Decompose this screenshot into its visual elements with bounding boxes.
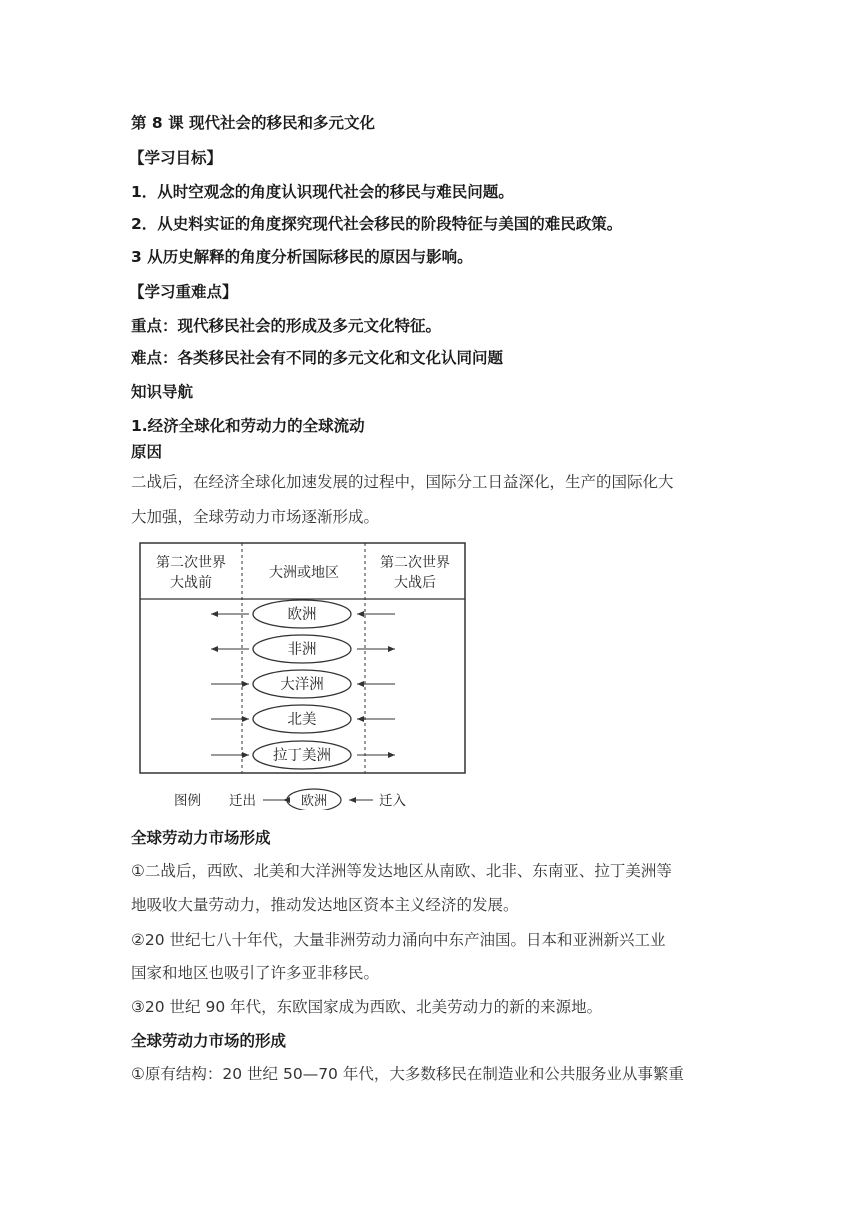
market-point-1b: 地吸收大量劳动力，推动发达地区资本主义经济的发展。 [131, 896, 519, 914]
region-3-label: 大洋洲 [280, 677, 324, 693]
market-point-1a: ①二战后，西欧、北美和大洋洲等发达地区从南欧、北非、东南亚、拉丁美洲等 [131, 862, 672, 880]
region-4-before-arrow-head [242, 716, 249, 722]
header-region: 大洲或地区 [269, 565, 339, 581]
goal-item-3: 3 从历史解释的角度分析国际移民的原因与影响。 [131, 248, 473, 266]
market-point-2a: ②20 世纪七八十年代，大量非洲劳动力涌向中东产油国。日本和亚洲新兴工业 [131, 931, 666, 949]
header-before-line-1: 第二次世界 [156, 555, 226, 571]
goal-item-2: 2．从史料实证的角度探究现代社会移民的阶段特征与美国的难民政策。 [131, 215, 623, 233]
legend-region-label: 欧洲 [300, 794, 328, 809]
region-2-label: 非洲 [287, 642, 317, 658]
region-5-before-arrow-head [242, 752, 249, 758]
legend-in-arrowhead [349, 797, 356, 803]
header-after-line-2: 大战后 [394, 575, 436, 591]
market-heading-1: 全球劳动力市场形成 [131, 829, 271, 847]
market-heading-2: 全球劳动力市场的形成 [131, 1032, 287, 1050]
difficult-point: 难点：各类移民社会有不同的多元文化和文化认同问题 [131, 349, 504, 367]
diagram-rows [211, 600, 395, 769]
header-after-line-1: 第二次世界 [380, 555, 450, 571]
market-point-2b: 国家和地区也吸引了许多亚非移民。 [131, 964, 380, 982]
region-1-before-arrow-head [211, 611, 218, 617]
region-1-label: 欧洲 [287, 607, 317, 623]
cause-text-line-1: 二战后，在经济全球化加速发展的过程中，国际分工日益深化，生产的国际化大 [131, 473, 674, 491]
migration-diagram [139, 542, 479, 810]
region-5-after-arrow-head [388, 752, 395, 758]
key-heading: 【学习重难点】 [129, 283, 238, 301]
region-4-after-arrow-head [357, 716, 364, 722]
region-3-after-arrow-head [357, 681, 364, 687]
cause-heading: 原因 [131, 443, 163, 461]
region-3-before-arrow-head [242, 681, 249, 687]
lesson-title: 第 8 课 现代社会的移民和多元文化 [131, 114, 375, 132]
region-2-before-arrow-head [211, 646, 218, 652]
section1-title: 1.经济全球化和劳动力的全球流动 [131, 417, 365, 435]
nav-heading: 知识导航 [131, 383, 194, 401]
region-5-label: 拉丁美洲 [273, 748, 331, 764]
region-2-after-arrow-head [388, 646, 395, 652]
structure-text: ①原有结构：20 世纪 50—70 年代，大多数移民在制造业和公共服务业从事繁重 [131, 1065, 684, 1083]
goal-item-1: 1．从时空观念的角度认识现代社会的移民与难民问题。 [131, 183, 514, 201]
region-4-label: 北美 [287, 712, 317, 728]
region-1-after-arrow-head [357, 611, 364, 617]
goals-heading: 【学习目标】 [129, 149, 223, 167]
header-before-line-2: 大战前 [170, 575, 212, 591]
legend-label: 图例 [174, 793, 201, 809]
key-point: 重点：现代移民社会的形成及多元文化特征。 [131, 317, 442, 335]
legend-in-label: 迁入 [379, 793, 406, 809]
legend-out-label: 迁出 [229, 793, 256, 809]
cause-text-line-2: 大加强，全球劳动力市场逐渐形成。 [131, 508, 380, 526]
market-point-3: ③20 世纪 90 年代，东欧国家成为西欧、北美劳动力的新的来源地。 [131, 998, 603, 1016]
